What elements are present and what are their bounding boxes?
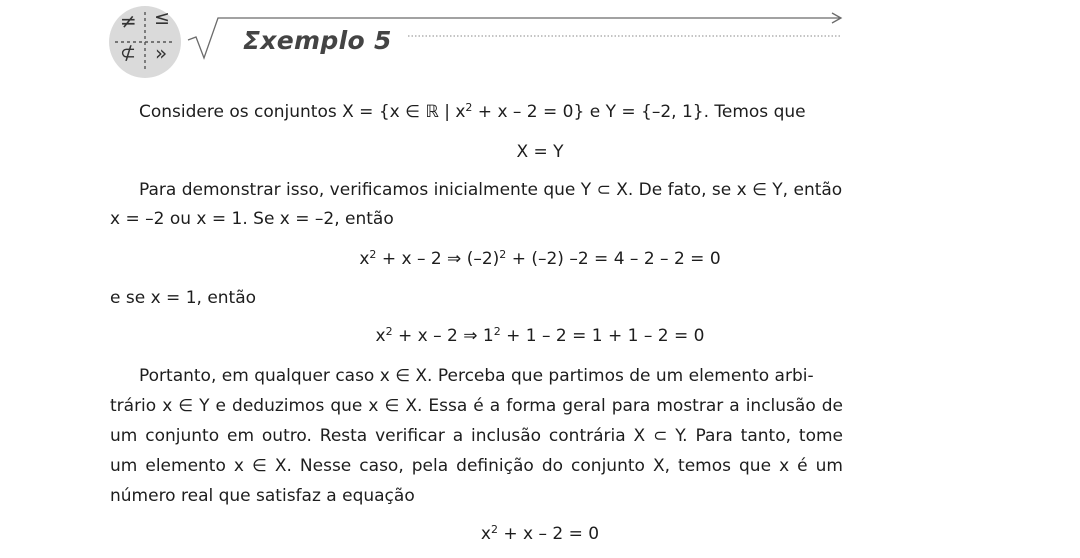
formula2-b: + x – 2 ⇒ (–2) [376, 249, 500, 269]
formula2-c: + (–2) –2 = 4 – 2 – 2 = 0 [506, 249, 721, 269]
intro-text-b: + x – 2 = 0} e Y = {–2, 1}. Temos que [472, 102, 806, 122]
paragraph-conclusion-line-5: número real que satisfaz a equação [110, 486, 415, 506]
formula2-sup1: 2 [369, 248, 377, 261]
paragraph-demonstration-line-2: x = –2 ou x = 1. Se x = –2, então [110, 209, 394, 229]
paragraph-conclusion-line-1: Portanto, em qualquer caso x ∈ X. Perceba que partimos de um elemento arbi- [139, 366, 814, 386]
formula-x-equals-y: X = Y [516, 142, 564, 162]
formula4-a: x [480, 524, 491, 544]
formula4-b: + x – 2 = 0 [497, 524, 600, 544]
formula3-a: x [375, 326, 386, 346]
formula-case-one [0, 325, 1080, 347]
formula-equation [0, 523, 1080, 545]
formula3-sup1: 2 [385, 325, 393, 338]
formula-case-minus-two [0, 248, 1080, 270]
not-subset-icon: ⊄ [120, 42, 136, 64]
paragraph-conclusion-line-2: trário x ∈ Y e deduzimos que x ∈ X. Essa é a forma geral para mostrar a inclusão de [110, 396, 843, 416]
formula2-a: x [359, 249, 370, 269]
formula3-sup2: 2 [493, 325, 501, 338]
formula2-sup2: 2 [499, 248, 507, 261]
paragraph-intro [139, 101, 806, 123]
paragraph-demonstration-line-1: Para demonstrar isso, verificamos inicialmente que Y ⊂ X. De fato, se x ∈ Y, então [139, 180, 843, 200]
not-equal-icon: ≠ [120, 9, 137, 33]
example-title: Σxemplo 5 [243, 26, 392, 55]
formula4-sup1: 2 [490, 523, 498, 536]
formula3-b: + x – 2 ⇒ 1 [392, 326, 494, 346]
paragraph-case-one: e se x = 1, então [110, 288, 257, 308]
less-equal-icon: ≤ [154, 7, 170, 29]
intro-superscript: 2 [465, 101, 473, 114]
paragraph-conclusion-line-3: um conjunto em outro. Resta verificar a inclusão contrária X ⊂ Y. Para tanto, tome [110, 426, 843, 446]
formula3-c: + 1 – 2 = 1 + 1 – 2 = 0 [500, 326, 705, 346]
paragraph-conclusion-line-4: um elemento x ∈ X. Nesse caso, pela definição do conjunto X, temos que x é um [110, 456, 843, 476]
double-angle-icon: » [155, 41, 168, 65]
intro-text-a: Considere os conjuntos X = {x ∈ ℝ | x [139, 102, 466, 122]
